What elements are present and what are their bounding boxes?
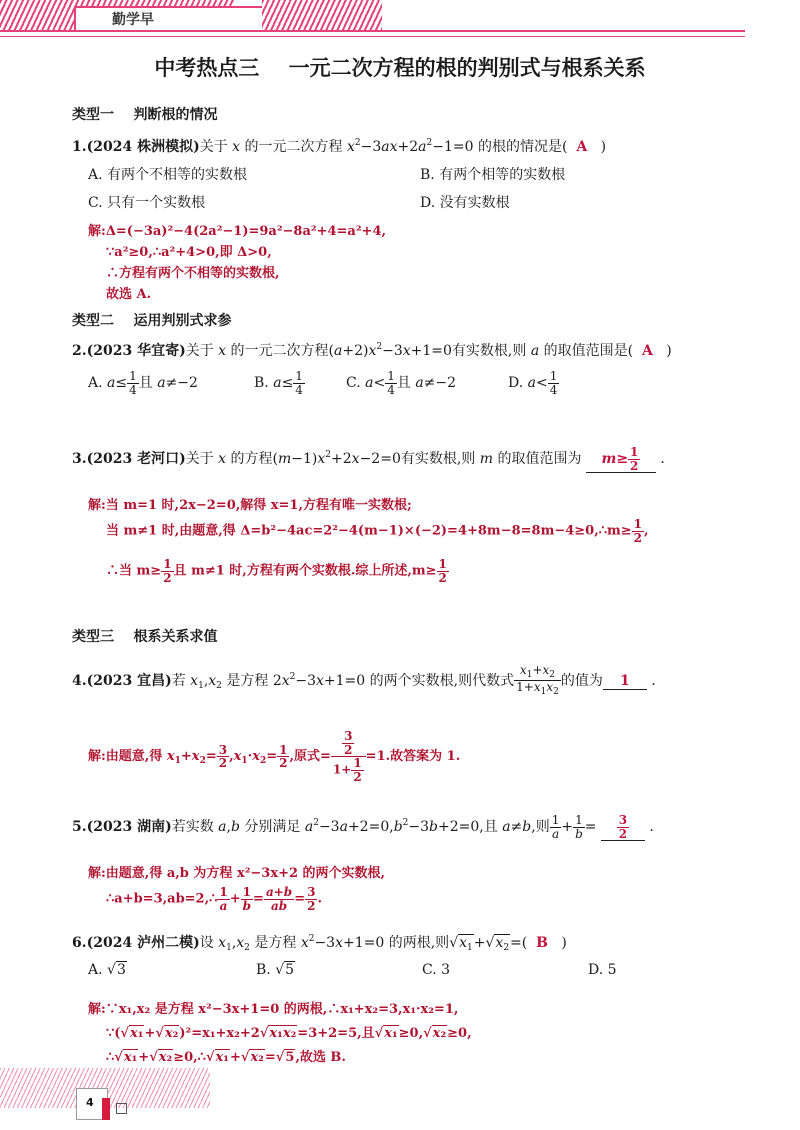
header-stripes-right bbox=[262, 0, 382, 30]
q1-option-d: D. 没有实数根 bbox=[420, 195, 510, 211]
question-2-stem: 2.(2023 华宜寄)关于 x 的一元二次方程$(a+2)x^2-3x+1=0$有实数根,则 a 的取值范围是( A ) bbox=[72, 342, 672, 359]
q6-text-a: 设 bbox=[199, 935, 219, 951]
q1-sol-prefix: 解: bbox=[88, 224, 106, 239]
q6-sol-text-2b: )²=x₁+x₂+2 bbox=[179, 1026, 260, 1041]
q2-text-c: 有实数根,则 bbox=[451, 343, 531, 359]
question-source: (2024 泸州二模) bbox=[86, 935, 200, 951]
q1-text-a: 关于 bbox=[199, 139, 233, 155]
q3-text-c: 有实数根,则 bbox=[400, 451, 480, 468]
q2-text-a: 关于 bbox=[185, 343, 219, 359]
q5-text-c: ,且 bbox=[479, 819, 503, 836]
q1-solution-line-1 bbox=[88, 220, 386, 239]
checkbox-icon bbox=[116, 1103, 127, 1114]
q3-solution-line-3: ∴当 m≥ $\frac{1}{2}$ 且 m≠1 时,方程有两个实数根.综上所述,m≥ $\frac{1}{2}$ bbox=[106, 557, 447, 585]
question-number: 5. bbox=[72, 819, 87, 836]
q6-close: ) bbox=[561, 935, 567, 951]
q6-solution-line-2: ∵(√x₁+√x₂)²=x₁+x₂+2√x₁x₂=3+2=5,且√x₁≥0,√x₂≥0, bbox=[106, 1026, 472, 1041]
question-1-stem: 1.(2024 株洲模拟)关于 x 的一元二次方程 $x^2-3ax+2a^2-1=0$ 的根的情况是( A ) bbox=[72, 138, 607, 155]
q2-text-b: 的一元二次方程 bbox=[226, 343, 329, 359]
section-heading-1: 类型一 判断根的情况 bbox=[72, 107, 218, 123]
q1-option-c: C. 只有一个实数根 bbox=[88, 195, 206, 211]
q1-option-a: A. 有两个不相等的实数根 bbox=[88, 167, 248, 183]
q3-sol-text-3b: 且 m≠1 时,方程有两个实数根.综上所述,m≥ bbox=[173, 563, 437, 579]
q6-opt-a-label: A. bbox=[88, 962, 103, 978]
section-heading-2: 类型二 运用判别式求参 bbox=[72, 313, 232, 329]
q2-opt-d-label: D. bbox=[508, 375, 524, 392]
q1-answer: A bbox=[576, 139, 588, 155]
q1-close: ) bbox=[600, 139, 607, 155]
q2-option-d: D. a< $\frac{1}{4}$ bbox=[508, 369, 558, 397]
section-heading-3: 类型三 根系关系求值 bbox=[72, 629, 218, 645]
q4-sol-text-a: 解:由题意,得 bbox=[88, 749, 167, 765]
q2-and-c: 且 bbox=[396, 375, 411, 392]
q3-text-a: 关于 bbox=[185, 451, 219, 468]
header-rule bbox=[0, 30, 745, 32]
q6-sol-text-2a: ∵( bbox=[106, 1026, 121, 1041]
q5-solution-line-2: ∴a+b=3,ab=2,∴ $\frac{1}{a}$ + $\frac{1}{b}$ = $\frac{a+b}{ab}$ = $\frac{3}{2}$ . bbox=[106, 885, 322, 913]
q6-text-b: 是方程 bbox=[249, 935, 301, 951]
q6-opt-b-label: B. bbox=[256, 962, 271, 978]
q6-option-a: A. √3 bbox=[88, 962, 126, 978]
question-source: (2023 宜昌) bbox=[86, 672, 172, 689]
q4-sol-text-c: =1.故答案为 1. bbox=[365, 749, 461, 765]
q3-solution-line-1: 解:当 m=1 时,2x−2=0,解得 x=1,方程有唯一实数根; bbox=[88, 498, 412, 513]
q5-text-b: 分别满足 bbox=[239, 819, 305, 836]
q4-solution: 解:由题意,得 $x_1+x_2=$ $\frac{3}{2}$ $,x_1\cdot x_2=$ $\frac{1}{2}$ ,原式= $\frac{3}{2}$ 1+ $\frac{1}{2}$ =1.故答案为 1. bbox=[88, 729, 461, 784]
q2-close: ) bbox=[666, 343, 672, 359]
q5-text-a: 若实数 bbox=[171, 819, 219, 836]
q3-text-d: 的取值范围为 bbox=[493, 451, 582, 468]
question-number: 4. bbox=[72, 672, 87, 689]
footer-accent-bar bbox=[102, 1098, 110, 1120]
question-number: 1. bbox=[72, 139, 87, 155]
header-tab bbox=[74, 6, 266, 32]
q5-answer: $\frac{3}{2}$ bbox=[601, 814, 645, 841]
q6-solution-line-1: 解:∵x₁,x₂ 是方程 x²−3x+1=0 的两根,∴x₁+x₂=3,x₁·x₂=1, bbox=[88, 1002, 459, 1017]
q1-solution-line-3: ∴方程有两个不相等的实数根, bbox=[106, 266, 280, 281]
q3-end: . bbox=[660, 451, 665, 468]
q6-option-c: C. 3 bbox=[422, 962, 451, 978]
q5-solution-line-1: 解:由题意,得 a,b 为方程 x²−3x+2 的两个实数根, bbox=[88, 866, 386, 881]
q3-solution-line-2: 当 m≠1 时,由题意,得 Δ=b²−4ac=2²−4(m−1)×(−2)=4+8m−8=8m−4≥0,∴m≥ $\frac{1}{2}$ , bbox=[106, 517, 649, 545]
q5-sol-text-2b: . bbox=[317, 891, 322, 907]
q2-option-b: B. a≤ $\frac{1}{4}$ bbox=[254, 369, 303, 397]
q1-solution-line-2: ∵a²≥0,∴a²+4>0,即 Δ>0, bbox=[106, 245, 272, 260]
question-source: (2023 老河口) bbox=[86, 451, 186, 468]
q4-text-a: 若 bbox=[171, 672, 191, 689]
q2-opt-b-label: B. bbox=[254, 375, 269, 392]
q1-solution-line-4: 故选 A. bbox=[106, 287, 152, 302]
header-rule-thin bbox=[0, 36, 745, 37]
q5-text-d: ,则 bbox=[531, 819, 550, 836]
q2-opt-a-label: A. bbox=[88, 375, 103, 392]
question-6-stem: 6.(2024 泸州二模)设 $x_1,x_2$ 是方程 $x^2-3x+1=0$ 的两根,则$√x_1+√x_2=$( B ) bbox=[72, 934, 567, 953]
q6-solution-line-3: ∴√x₁+√x₂≥0,∴√x₁+√x₂=√5,故选 B. bbox=[106, 1050, 346, 1065]
q4-text-c: 的两个实数根,则代数式 bbox=[365, 672, 515, 689]
page-number: 4 bbox=[86, 1096, 94, 1109]
question-source: (2024 株洲模拟) bbox=[86, 139, 200, 155]
q2-opt-c-label: C. bbox=[346, 375, 361, 392]
q1-text-b: 的一元二次方程 bbox=[240, 139, 347, 155]
q3-sol-text-2: 当 m≠1 时,由题意,得 Δ=b²−4ac=2²−4(m−1)×(−2)=4+8m−8=8m−4≥0,∴m≥ bbox=[106, 523, 632, 539]
question-4-stem: 4.(2023 宜昌)若 $x_1,x_2$ 是方程 $2x^2-3x+1=0$ 的两个实数根,则代数式 $\frac{x_1+x_2}{1+x_1x_2}$ 的值为 1 . bbox=[72, 663, 656, 698]
q4-end: . bbox=[651, 672, 656, 689]
q2-option-a: A. a≤ $\frac{1}{4}$ 且 a≠−2 bbox=[88, 369, 198, 397]
q1-text-c: 的根的情况是( bbox=[473, 139, 568, 155]
q5-end: . bbox=[649, 819, 654, 836]
q1-sol-text-1: Δ=(−3a)²−4(2a²−1)=9a²−8a²+4=a²+4, bbox=[105, 224, 387, 239]
q3-answer: m≥ $\frac{1}{2}$ bbox=[586, 446, 656, 473]
q4-answer: 1 bbox=[603, 673, 647, 690]
q6-sol-text-2d: ≥0, bbox=[398, 1026, 424, 1041]
question-source: (2023 湖南) bbox=[86, 819, 172, 836]
q6-text-c: 的两根,则 bbox=[384, 935, 450, 951]
q6-text-d: =( bbox=[510, 935, 528, 951]
q6-option-d: D. 5 bbox=[588, 962, 617, 978]
question-source: (2023 华宜寄) bbox=[86, 343, 186, 359]
q6-sol-text-2e: ≥0, bbox=[447, 1026, 472, 1041]
q6-answer: B bbox=[536, 935, 548, 951]
question-3-stem: 3.(2023 老河口)关于 x 的方程$(m-1)x^2+2x-2=0$有实数根,则 m 的取值范围为 m≥ $\frac{1}{2}$ . bbox=[72, 445, 665, 473]
q2-and-a: 且 bbox=[138, 375, 153, 392]
page-title: 中考热点三 一元二次方程的根的判别式与根系关系 bbox=[154, 56, 646, 80]
question-5-stem: 5.(2023 湖南)若实数 a,b 分别满足 $a^2-3a+2=0,b^2-3b+2=0$,且 a≠b,则 $\frac{1}{a}$ + $\frac{1}{b}$ = $\frac{3}{2}$ . bbox=[72, 813, 654, 841]
question-number: 6. bbox=[72, 935, 87, 951]
header-subject: 勤学早 bbox=[112, 12, 154, 28]
q5-sol-text-2a: ∴a+b=3,ab=2,∴ bbox=[106, 891, 218, 907]
question-number: 3. bbox=[72, 451, 87, 468]
q6-sol-text-3c: ,故选 B. bbox=[295, 1050, 346, 1065]
q2-option-c: C. a< $\frac{1}{4}$ 且 a≠−2 bbox=[346, 369, 457, 397]
q1-option-b: B. 有两个相等的实数根 bbox=[420, 167, 566, 183]
q6-sol-text-2c: =3+2=5,且 bbox=[297, 1026, 375, 1041]
q4-text-d: 的值为 bbox=[560, 672, 603, 689]
q3-sol-text-3a: ∴当 m≥ bbox=[106, 563, 162, 579]
q2-text-d: 的取值范围是( bbox=[539, 343, 634, 359]
q6-sol-text-3b: ≥0,∴ bbox=[173, 1050, 206, 1065]
q4-sol-text-b: ,原式= bbox=[289, 749, 331, 765]
question-number: 2. bbox=[72, 343, 87, 359]
q3-text-b: 的方程 bbox=[226, 451, 273, 468]
q2-answer: A bbox=[642, 343, 653, 359]
q4-text-b: 是方程 bbox=[221, 672, 273, 689]
q6-sol-text-3a: ∴ bbox=[106, 1050, 115, 1065]
q6-option-b: B. √5 bbox=[256, 962, 295, 978]
